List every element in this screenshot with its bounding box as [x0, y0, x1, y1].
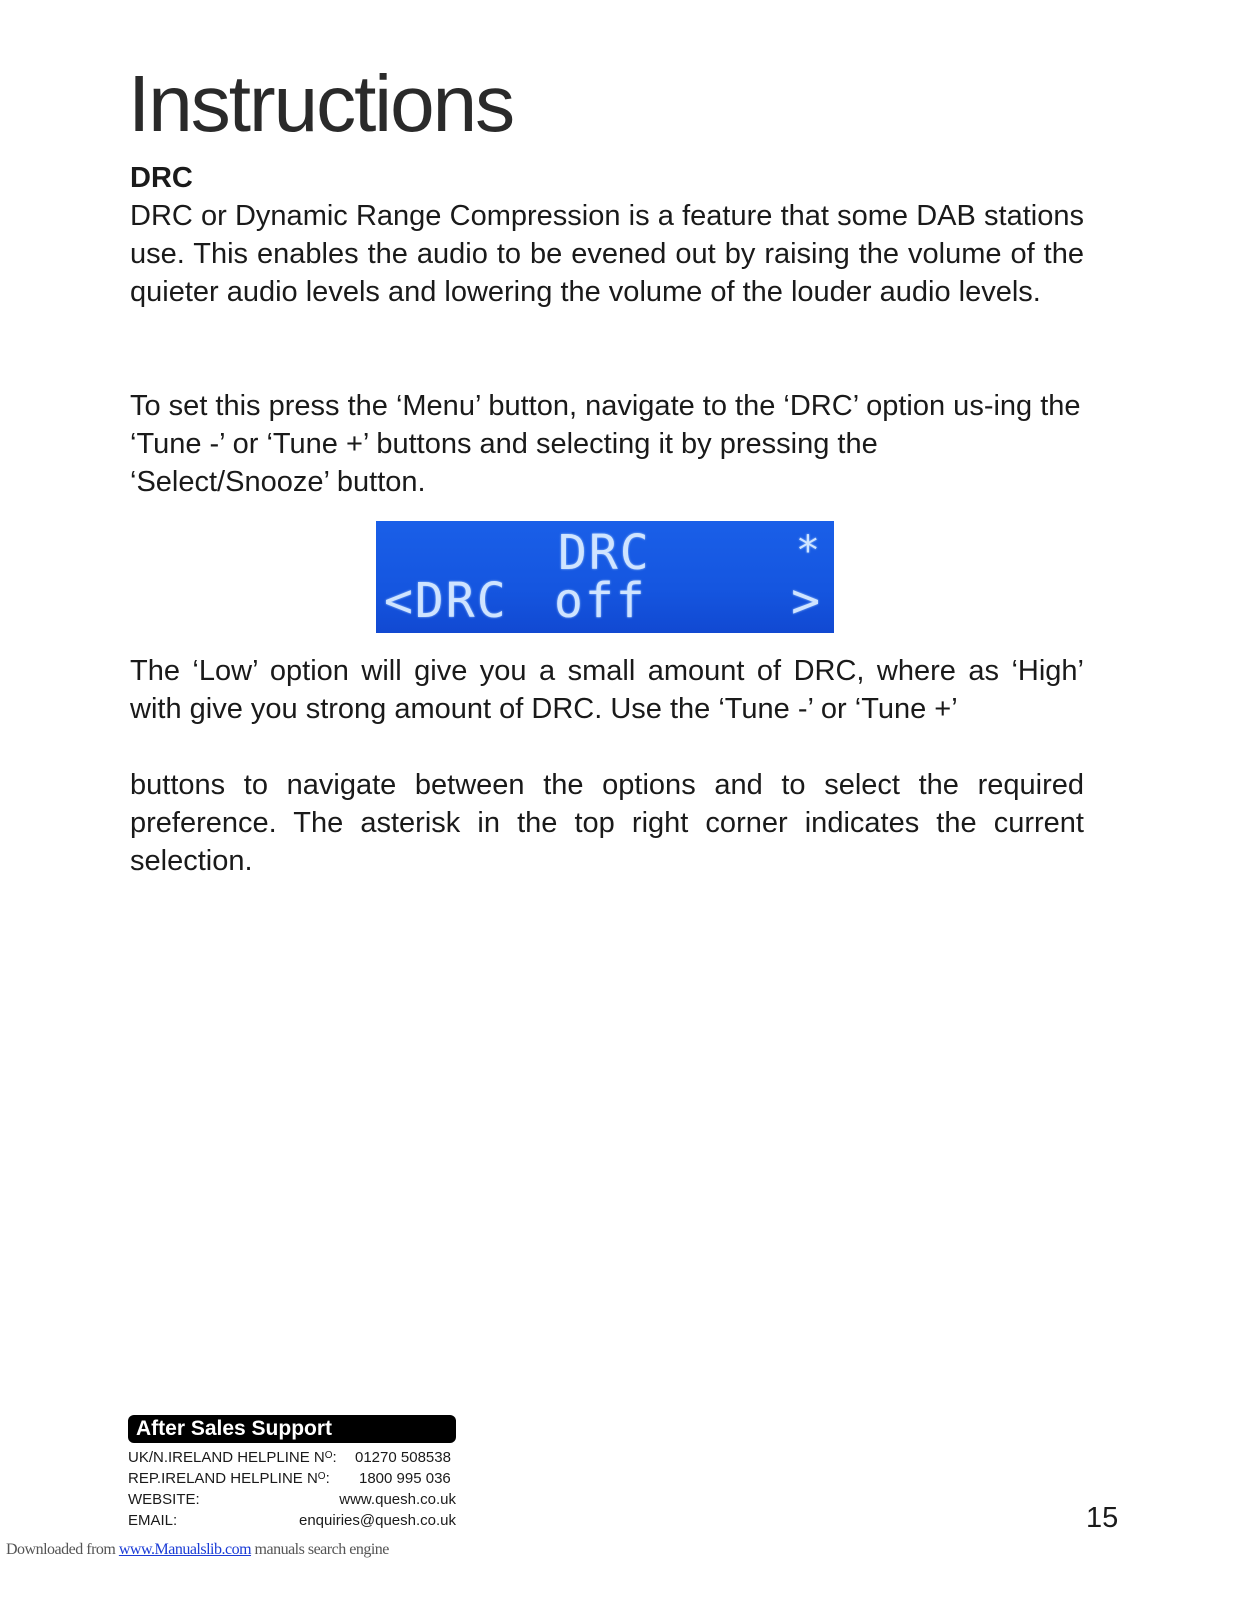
paragraph-drc-navigation: buttons to navigate between the options and to select the required preference. The asterisk in the top right corner indicates the current selection. [130, 769, 1084, 877]
support-value: www.quesh.co.uk [339, 1491, 456, 1508]
page-number: 15 [1086, 1502, 1119, 1534]
lcd-title: DRC [558, 525, 651, 581]
lcd-current-value: off [554, 573, 647, 629]
support-label-suffix: : [325, 1470, 330, 1487]
support-label-sup: O [317, 1471, 326, 1482]
download-suffix: manuals search engine [254, 1541, 389, 1558]
support-label-sup: O [324, 1450, 333, 1461]
support-label: EMAIL: [128, 1512, 178, 1529]
support-value: 1800 995 036 [359, 1470, 451, 1487]
support-label-suffix: : [332, 1449, 337, 1466]
manualslib-link[interactable]: www.Manualslib.com [118, 1541, 252, 1558]
support-label: UK/N.IRELAND HELPLINE N [128, 1449, 325, 1466]
page-title: Instructions [128, 59, 514, 148]
after-sales-support-heading: After Sales Support [128, 1415, 456, 1443]
download-footer [6, 1541, 389, 1559]
lcd-display [376, 521, 834, 633]
paragraph-drc-setup: To set this press the ‘Menu’ button, navigate to the ‘DRC’ option us-ing the ‘Tune -’ or ‘Tune +’ buttons and selecting it by pressing the ‘Select/Snooze’ button. [130, 390, 1081, 498]
download-prefix: Downloaded from [6, 1541, 116, 1558]
lcd-right-arrow-icon: > [791, 573, 822, 629]
support-label: REP.IRELAND HELPLINE N [128, 1470, 318, 1487]
lcd-left-option: <DRC [384, 573, 508, 629]
section-heading-drc: DRC [130, 162, 193, 194]
support-value: enquiries@quesh.co.uk [299, 1512, 456, 1529]
paragraph-drc-intro: DRC or Dynamic Range Compression is a feature that some DAB stations use. This enables the audio to be evened out by raising the volume of the quieter audio levels and lowering the volume of the louder audio levels. [130, 200, 1084, 308]
support-label: WEBSITE: [128, 1491, 200, 1508]
paragraph-drc-options: The ‘Low’ option will give you a small amount of DRC, where as ‘High’ with give you strong amount of DRC. Use the ‘Tune -’ or ‘Tune +’ [130, 655, 1084, 725]
support-value: 01270 508538 [355, 1449, 451, 1466]
lcd-asterisk-icon: * [795, 528, 822, 574]
